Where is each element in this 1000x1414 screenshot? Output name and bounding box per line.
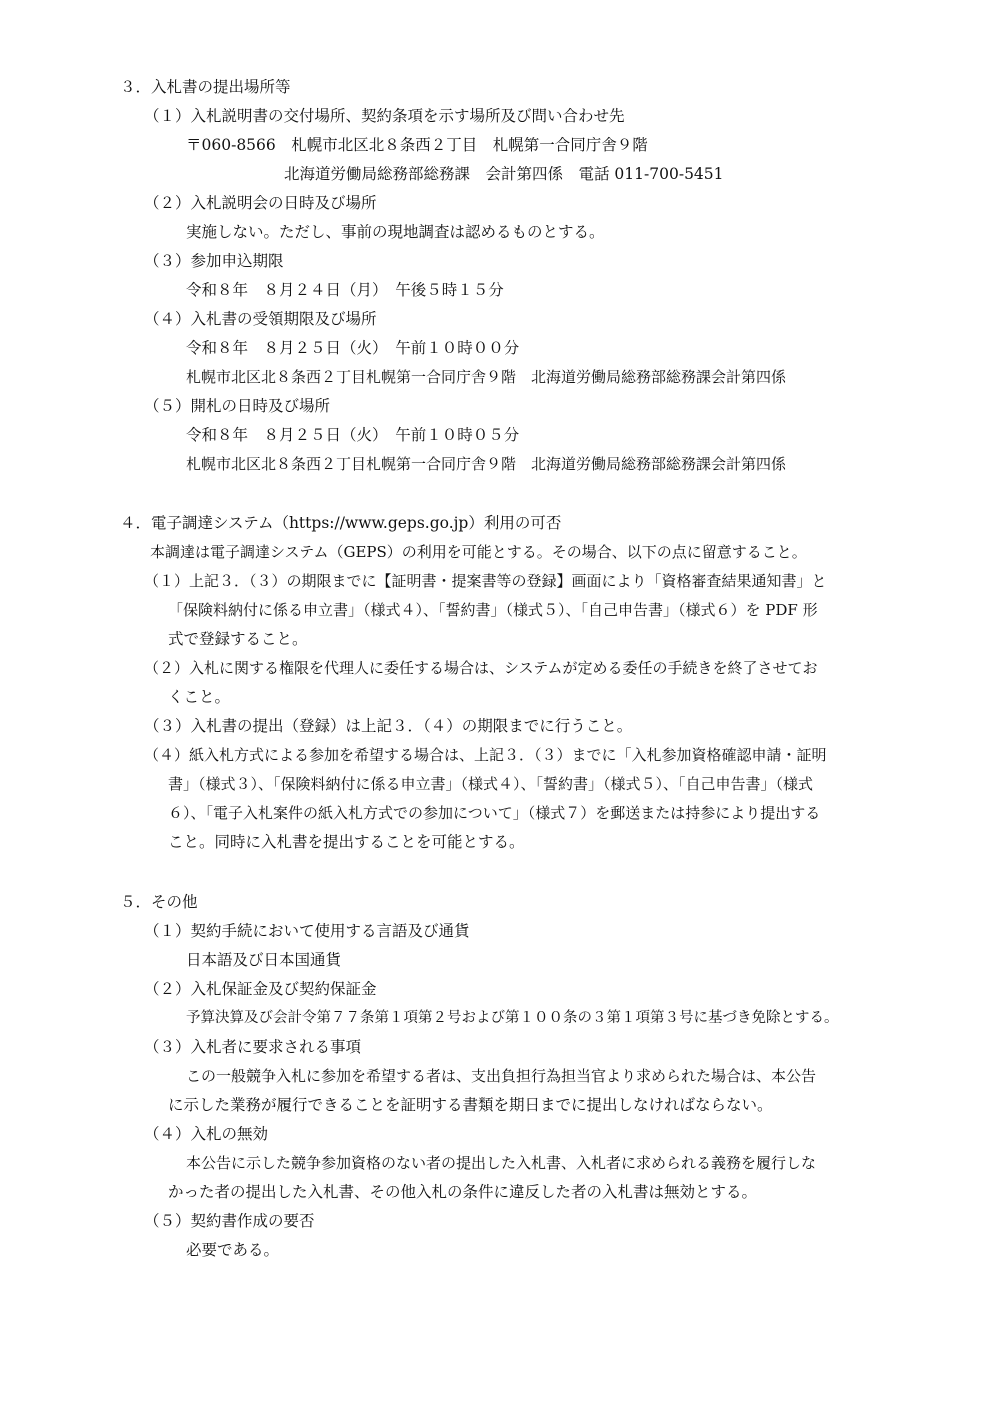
section-3-heading: ３．入札書の提出場所等 (120, 78, 291, 96)
s5-item1-body: 日本語及び日本国通貨 (186, 951, 342, 969)
s5-item1-heading: （１）契約手続において使用する言語及び通貨 (144, 922, 470, 940)
s5-item3-body-line1: この一般競争入札に参加を希望する者は、支出負担行為担当官より求められた場合は、本公告 (186, 1067, 817, 1085)
s4-item2-line2: くこと。 (168, 688, 231, 706)
s5-item2-body: 予算決算及び会計令第７７条第１項第２号および第１００条の３第１項第３号に基づき免除とする。 (186, 1010, 839, 1026)
section-5-heading: ５．その他 (120, 893, 198, 911)
s4-item4-line4: こと。同時に入札書を提出することを可能とする。 (168, 833, 525, 851)
s3-item3-heading: （３）参加申込期限 (144, 252, 284, 270)
s4-item1-line1: （１）上記３．（３）の期限までに【証明書・提案書等の登録】画面により「資格審査結果通知書」と (144, 572, 827, 590)
s5-item5-heading: （５）契約書作成の要否 (144, 1212, 315, 1230)
s3-item5-date: 令和８年 ８月２５日（火） 午前１０時０５分 (186, 426, 520, 444)
s3-item2-heading: （２）入札説明会の日時及び場所 (144, 194, 377, 212)
s4-item2-line1: （２）入札に関する権限を代理人に委任する場合は、システムが定める委任の手続きを終了させてお (144, 659, 818, 677)
s4-item4-line2: 書」（様式３）、「保険料納付に係る申立書」（様式４）、「誓約書」（様式５）、「自己申告書」（様式 (168, 775, 814, 793)
s4-intro: 本調達は電子調達システム（GEPS）の利用を可能とする。その場合、以下の点に留意すること。 (150, 543, 807, 561)
s5-item5-body: 必要である。 (186, 1241, 280, 1259)
s4-item4-line1: （４）紙入札方式による参加を希望する場合は、上記３．（３）までに「入札参加資格確認申請・証明 (144, 746, 827, 764)
s5-item3-body-line2: に示した業務が履行できることを証明する書類を期日までに提出しなければならない。 (168, 1096, 773, 1114)
s5-item2-heading: （２）入札保証金及び契約保証金 (144, 980, 377, 998)
s4-item1-line3: 式で登録すること。 (168, 630, 308, 648)
s3-item4-date: 令和８年 ８月２５日（火） 午前１０時００分 (186, 339, 520, 357)
s3-item4-heading: （４）入札書の受領期限及び場所 (144, 310, 377, 328)
s5-item4-body-line1: 本公告に示した競争参加資格のない者の提出した入札書、入札者に求められる義務を履行しな (186, 1154, 817, 1172)
s3-item4-place: 札幌市北区北８条西２丁目札幌第一合同庁舎９階 北海道労働局総務部総務課会計第四係 (186, 368, 787, 386)
s5-item3-heading: （３）入札者に要求される事項 (144, 1038, 362, 1056)
s3-item1-heading: （１）入札説明書の交付場所、契約条項を示す場所及び問い合わせ先 (144, 107, 625, 125)
s4-item1-line2: 「保険料納付に係る申立書」（様式４）、「誓約書」（様式５）、「自己申告書」（様式６）を PDF 形 (168, 601, 818, 619)
s4-item3: （３）入札書の提出（登録）は上記３．（４）の期限までに行うこと。 (144, 717, 633, 735)
s4-item4-line3: ６）、「電子入札案件の紙入札方式での参加について」（様式７）を郵送または持参により提出する (168, 804, 821, 822)
s3-item1-department: 北海道労働局総務部総務課 会計第四係 電話 011-700-5451 (284, 165, 724, 183)
s3-item5-heading: （５）開札の日時及び場所 (144, 397, 331, 415)
s5-item4-body-line2: かった者の提出した入札書、その他入札の条件に違反した者の入札書は無効とする。 (168, 1183, 758, 1201)
s3-item1-address: 〒060-8566 札幌市北区北８条西２丁目 札幌第一合同庁舎９階 (186, 136, 648, 154)
section-4-heading: ４．電子調達システム（https://www.geps.go.jp）利用の可否 (120, 514, 562, 532)
s3-item5-place: 札幌市北区北８条西２丁目札幌第一合同庁舎９階 北海道労働局総務部総務課会計第四係 (186, 455, 787, 473)
s3-item2-body: 実施しない。ただし、事前の現地調査は認めるものとする。 (186, 223, 605, 241)
s5-item4-heading: （４）入札の無効 (144, 1125, 269, 1143)
s3-item3-date: 令和８年 ８月２４日（月） 午後５時１５分 (186, 281, 504, 299)
